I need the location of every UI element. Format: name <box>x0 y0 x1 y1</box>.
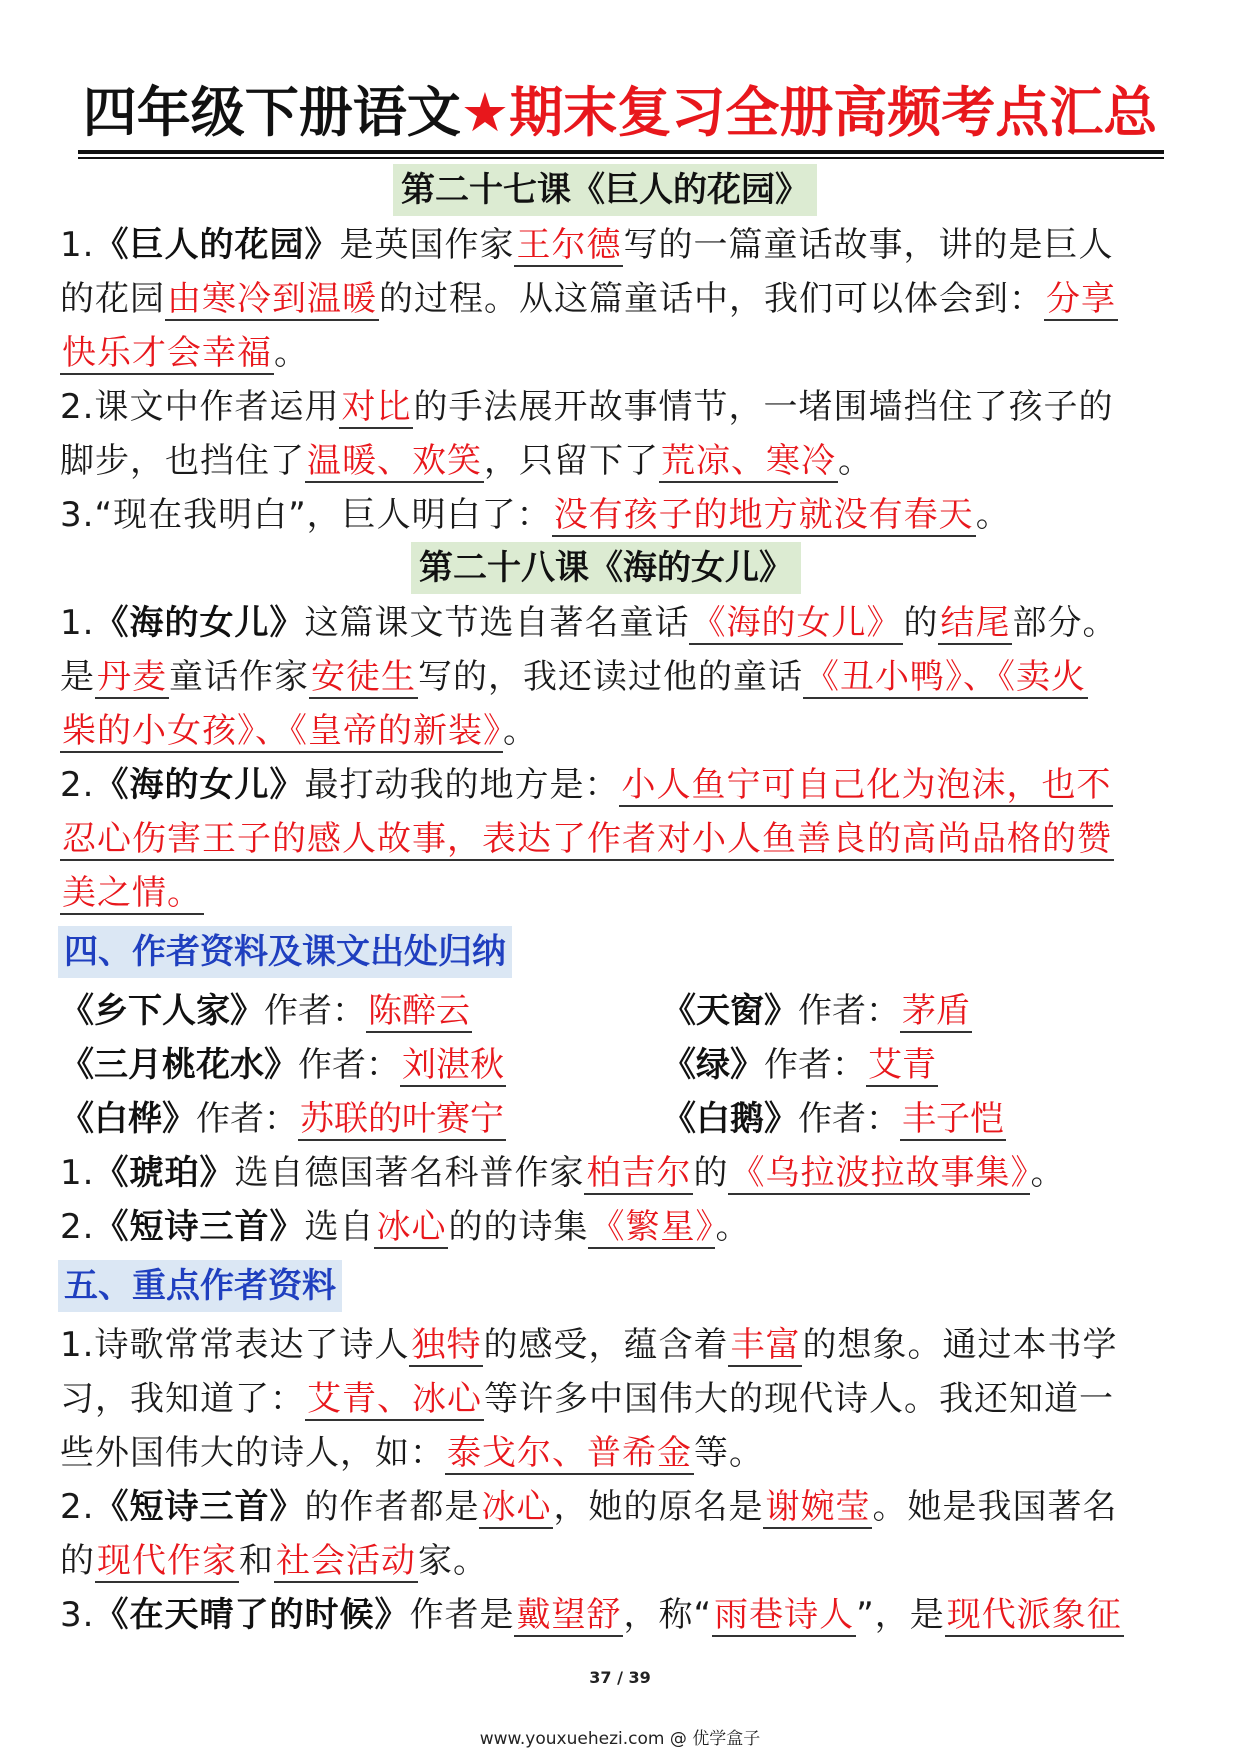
l27-p2-line1: 2.课文中作者运用对比的手法展开故事情节，一堵围墙挡住了孩子的 <box>60 387 1114 427</box>
answer-blank: 独特 <box>411 1325 482 1365</box>
answer-blank: 小人鱼宁可自己化为泡沫，也不 <box>621 765 1112 805</box>
answer-blank: 柴的小女孩》、《皇帝的新装》 <box>62 711 501 751</box>
answer-blank: 谢婉莹 <box>765 1487 871 1527</box>
title-rule-thin <box>78 157 1164 159</box>
s5-p2-line2: 的现代作家和社会活动家。 <box>60 1541 488 1581</box>
answer-blank: 忍心伤害王子的感人故事，表达了作者对小人鱼善良的高尚品格的赞 <box>62 819 1112 859</box>
section4-heading: 四、作者资料及课文出处归纳 <box>58 926 512 978</box>
section5-heading: 五、重点作者资料 <box>58 1260 342 1312</box>
star-icon: ★ <box>460 81 510 144</box>
s4-p2: 2.《短诗三首》选自冰心的的诗集《繁星》。 <box>60 1207 751 1247</box>
author-entry: 《乡下人家》作者：陈醉云 <box>60 991 470 1031</box>
s4-p1: 1.《琥珀》选自德国著名科普作家柏吉尔的《乌拉波拉故事集》。 <box>60 1153 1066 1193</box>
s5-p2-line1: 2.《短诗三首》的作者都是冰心，她的原名是谢婉莹。她是我国著名 <box>60 1487 1118 1527</box>
answer-blank: 现代派象征 <box>946 1595 1122 1635</box>
answer-blank: 分享 <box>1046 279 1116 319</box>
answer-blank: 由寒冷到温暖 <box>167 279 377 319</box>
footer-watermark: www.youxuehezi.com @ 优学盒子 <box>479 1729 761 1749</box>
author-entry: 《白鹅》作者：丰子恺 <box>662 1099 1004 1139</box>
l27-p2-line2: 脚步，也挡住了温暖、欢笑，只留下了荒凉、寒冷。 <box>60 441 873 481</box>
title-part2: 期末复习全册高频考点汇总 <box>509 81 1158 144</box>
s5-p1-line2: 习，我知道了：艾青、冰心等许多中国伟大的现代诗人。我还知道一 <box>60 1379 1114 1419</box>
answer-blank: 冰心 <box>376 1207 447 1247</box>
author-entry: 《绿》作者：艾青 <box>662 1045 936 1085</box>
answer-blank: 安徒生 <box>311 657 416 697</box>
lesson27-heading: 第二十七课《巨人的花园》 <box>393 164 817 216</box>
l27-p1-line2: 的花园由寒冷到温暖的过程。从这篇童话中，我们可以体会到：分享 <box>60 279 1116 319</box>
answer-blank: 柏吉尔 <box>586 1153 692 1193</box>
l28-p2-line3 <box>60 866 1184 920</box>
answer-blank: 荒凉、寒冷 <box>661 441 836 481</box>
answer-blank: 社会活动 <box>276 1541 416 1581</box>
answer-blank: 《海的女儿》 <box>691 603 902 643</box>
l28-p1-line1: 1.《海的女儿》这篇课文节选自著名童话《海的女儿》的结尾部分。 <box>60 603 1118 643</box>
answer-blank: 结尾 <box>940 603 1011 643</box>
page-number: 37 / 39 <box>589 1668 651 1687</box>
answer-blank: 冰心 <box>481 1487 552 1527</box>
answer-blank: 丰富 <box>730 1325 801 1365</box>
answer-blank: 对比 <box>341 387 412 427</box>
author-entry: 《天窗》作者：茅盾 <box>662 991 970 1031</box>
answer-blank: 王尔德 <box>516 225 622 265</box>
answer-blank: 美之情。 <box>62 873 202 913</box>
title-part1: 四年级下册语文 <box>82 81 461 144</box>
answer-blank: 没有孩子的地方就没有春天 <box>553 495 974 535</box>
l27-p1-line1: 1.《巨人的花园》是英国作家王尔德写的一篇童话故事，讲的是巨人 <box>60 225 1114 265</box>
title-rule <box>78 150 1164 154</box>
l28-p2-line2 <box>60 812 1184 866</box>
answer-blank: 雨巷诗人 <box>714 1595 855 1635</box>
s5-p1-line3: 些外国伟大的诗人，如：泰戈尔、普希金等。 <box>60 1433 764 1473</box>
answer-blank: 《乌拉波拉故事集》 <box>730 1153 1029 1193</box>
l28-p2-line1: 2.《海的女儿》最打动我的地方是：小人鱼宁可自己化为泡沫，也不 <box>60 765 1112 805</box>
answer-blank: 《丑小鸭》、《卖火 <box>805 657 1086 697</box>
s5-p1-line1: 1.诗歌常常表达了诗人独特的感受，蕴含着丰富的想象。通过本书学 <box>60 1325 1118 1365</box>
page-title <box>70 78 1170 148</box>
answer-blank: 泰戈尔、普希金 <box>447 1433 692 1473</box>
answer-blank: 现代作家 <box>97 1541 237 1581</box>
l27-p1-line3: 快乐才会幸福。 <box>62 333 309 373</box>
l27-p3-line1: 3.“现在我明白”，巨人明白了：没有孩子的地方就没有春天。 <box>60 495 1011 535</box>
author-entry: 《白桦》作者：苏联的叶赛宁 <box>60 1099 504 1139</box>
answer-blank: 艾青、冰心 <box>307 1379 482 1419</box>
l28-p1-line2: 是丹麦童话作家安徒生写的，我还读过他的童话《丑小鸭》、《卖火 <box>60 657 1086 697</box>
answer-blank: 温暖、欢笑 <box>307 441 482 481</box>
answer-blank: 《繁星》 <box>590 1207 714 1247</box>
author-entry: 《三月桃花水》作者：刘湛秋 <box>60 1045 504 1085</box>
answer-blank: 丹麦 <box>97 657 167 697</box>
s5-p3-line1: 3.《在天晴了的时候》作者是戴望舒，称“雨巷诗人”，是现代派象征 <box>60 1595 1122 1635</box>
answer-blank: 快乐才会幸福 <box>62 333 272 373</box>
answer-blank: 戴望舒 <box>516 1595 622 1635</box>
l28-p1-line3: 柴的小女孩》、《皇帝的新装》。 <box>62 711 538 751</box>
lesson28-heading: 第二十八课《海的女儿》 <box>411 542 801 594</box>
